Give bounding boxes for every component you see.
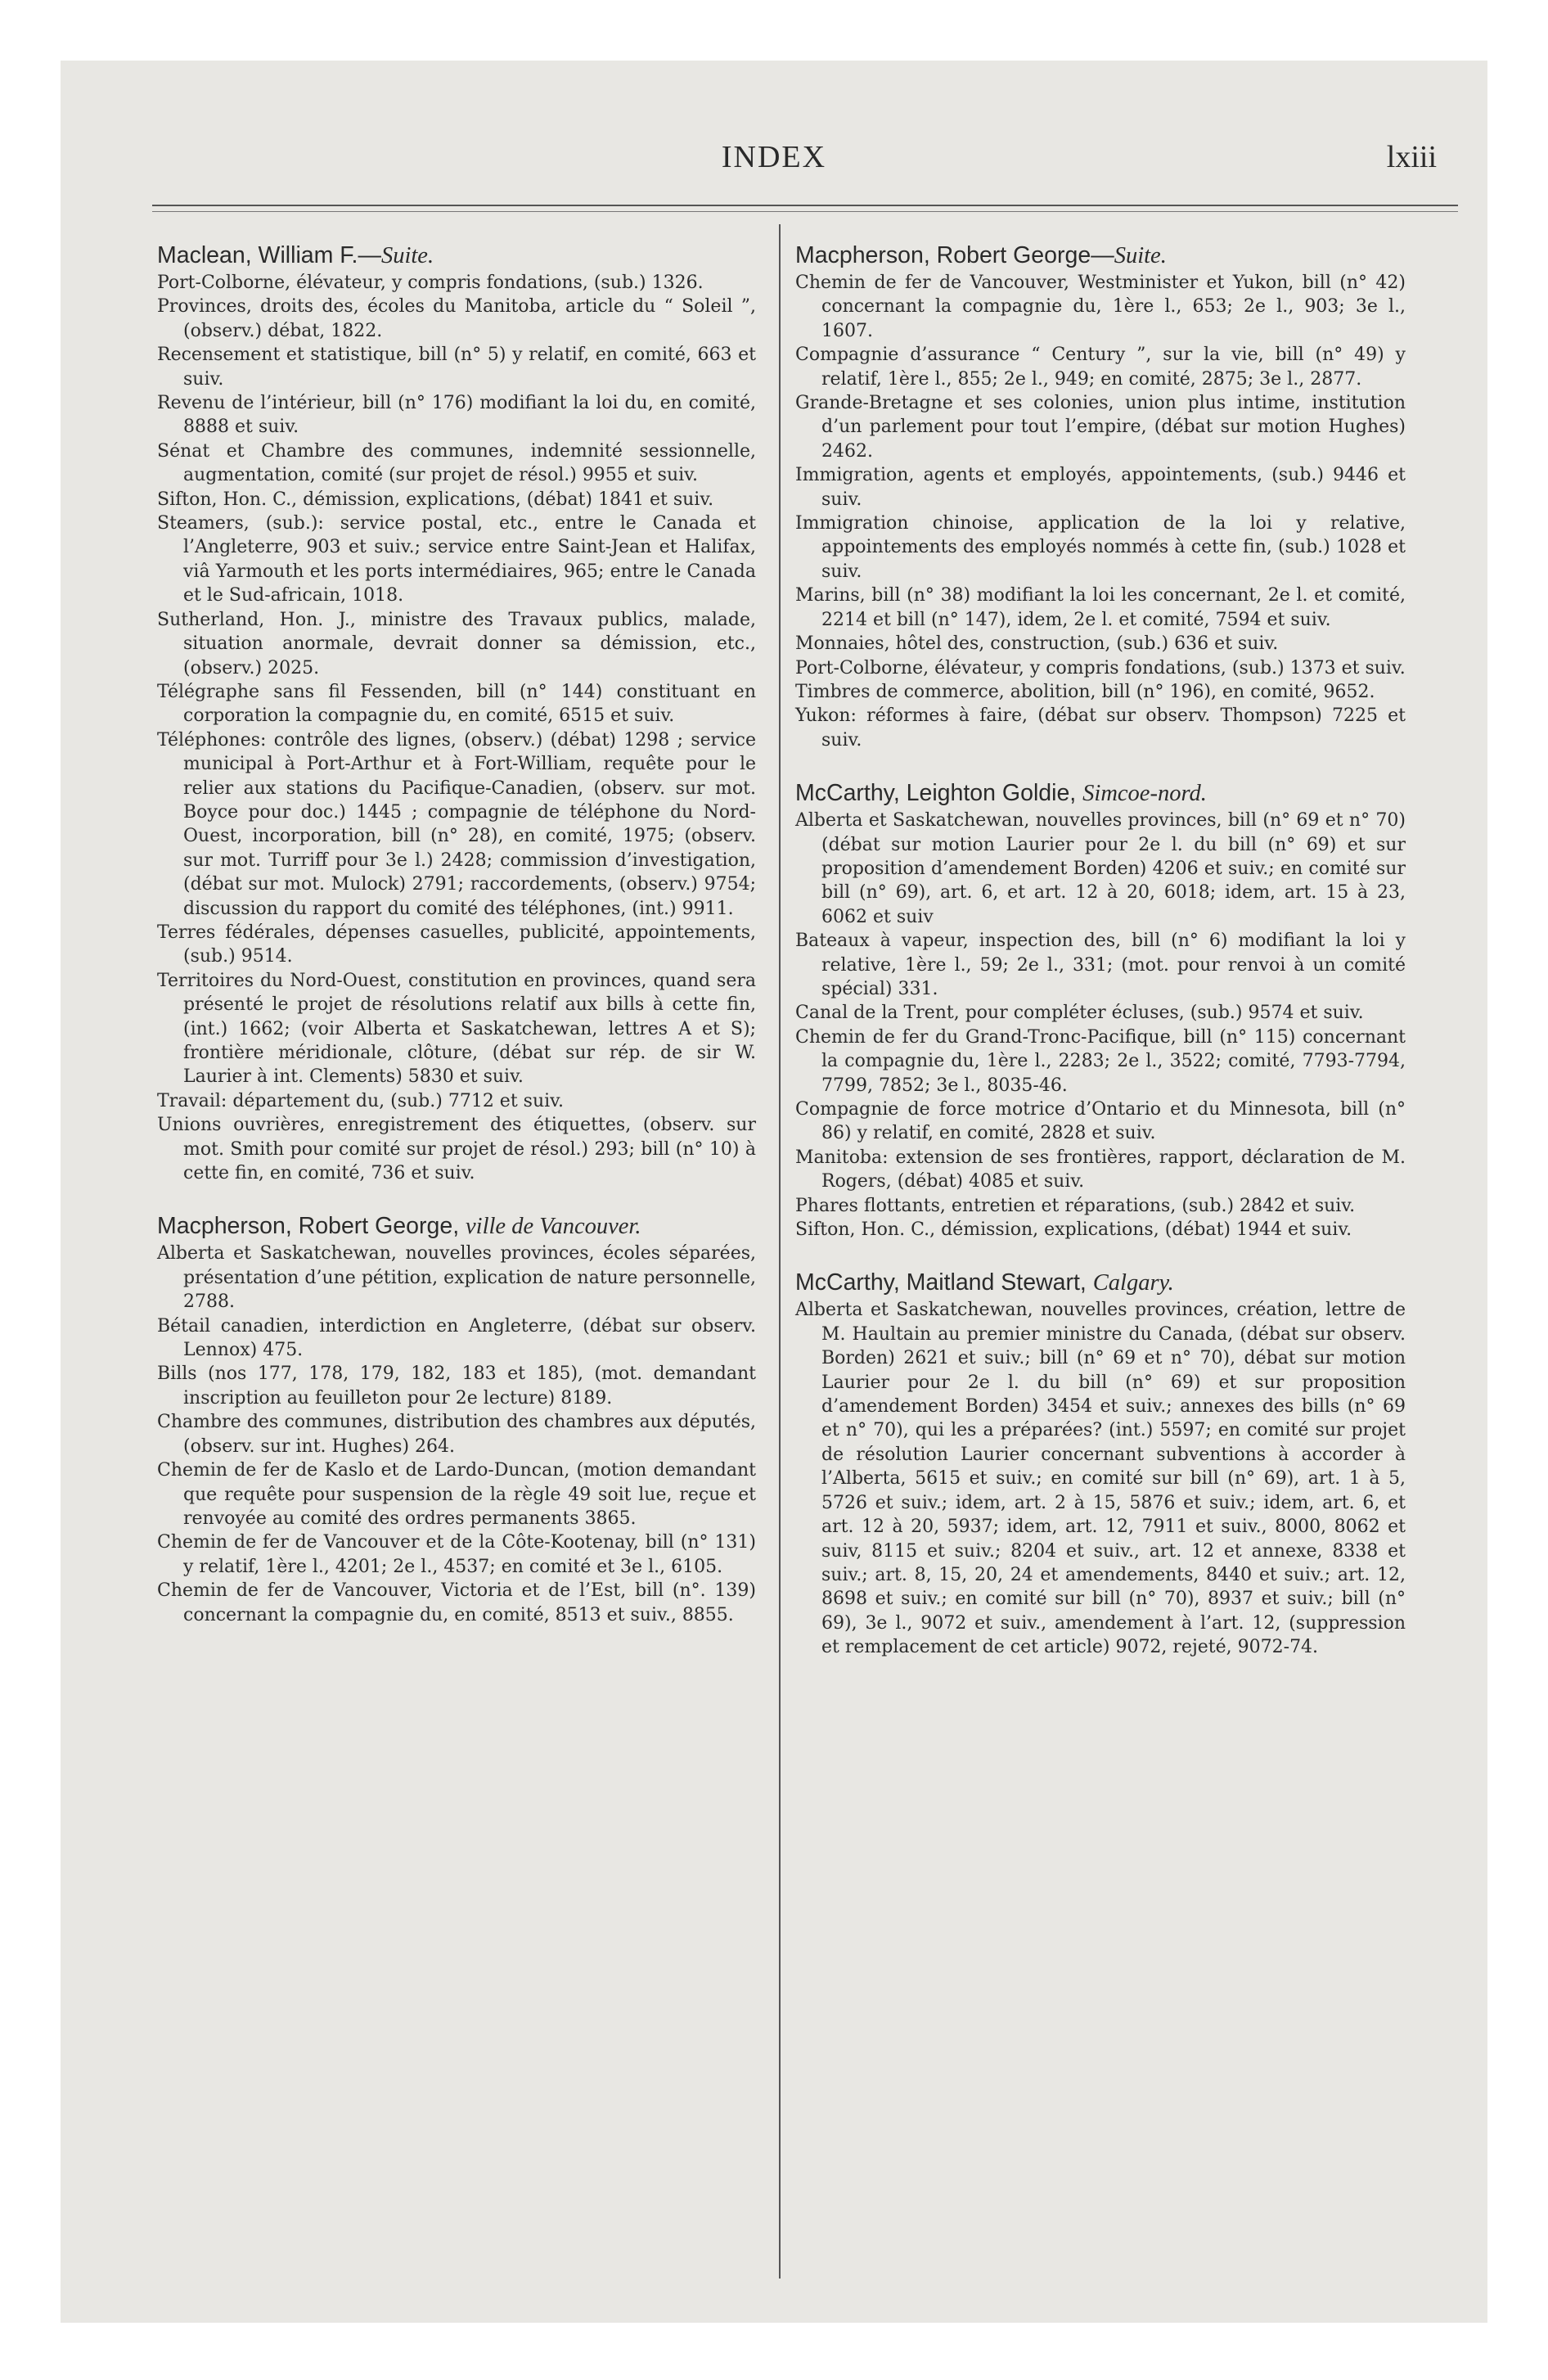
page-title: INDEX bbox=[721, 140, 827, 174]
index-entry: Immigration chinoise, application de la loi y relative, appointements des employés nommés à cette fin, (sub.) 1028 et suiv. bbox=[795, 513, 1406, 582]
index-block bbox=[157, 242, 756, 1185]
index-entry: Bétail canadien, interdiction en Angleterre, (débat sur observ. Lennox) 475. bbox=[157, 1315, 756, 1361]
member-heading bbox=[157, 1213, 756, 1240]
index-entry: Chemin de fer de Vancouver et de la Côte-Kootenay, bill (n° 131) y relatif, 1ère l., 4201; 2e l., 4537; en comité et 3e l., 6105. bbox=[157, 1532, 756, 1577]
index-entry: Alberta et Saskatchewan, nouvelles provinces, écoles séparées, présentation d’une pétition, explication de nature personnelle, 2788. bbox=[157, 1243, 756, 1313]
index-entry: Port-Colborne, élévateur, y compris fondations, (sub.) 1326. bbox=[157, 273, 704, 293]
member-name: McCarthy, Leighton Goldie, bbox=[795, 780, 1083, 807]
member-heading bbox=[795, 1269, 1406, 1296]
index-block bbox=[795, 780, 1406, 1242]
index-entry: Steamers, (sub.): service postal, etc., entre le Canada et l’Angleterre, 903 et suiv.; service entre Saint-Jean et Halifax, viâ Yarmouth et les ports intermédiaires, 965; entre le Canada et le Sud-africain, 1018. bbox=[157, 513, 756, 606]
index-entry: Yukon: réformes à faire, (débat sur observ. Thompson) 7225 et suiv. bbox=[795, 705, 1406, 751]
index-entry: Compagnie de force motrice d’Ontario et du Minnesota, bill (n° 86) y relatif, en comité, 2828 et suiv. bbox=[795, 1099, 1406, 1144]
member-riding: ville de Vancouver. bbox=[466, 1214, 641, 1240]
index-entry: Sutherland, Hon. J., ministre des Travaux publics, malade, situation anormale, devrait donner sa démission, etc., (observ.) 2025. bbox=[157, 609, 756, 678]
page-header bbox=[61, 139, 1487, 188]
index-entry: Manitoba: extension de ses frontières, rapport, déclaration de M. Rogers, (débat) 4085 et suiv. bbox=[795, 1147, 1406, 1192]
index-entry: Chemin de fer de Vancouver, Victoria et de l’Est, bill (n°. 139) concernant la compagnie du, en comité, 8513 et suiv., 8855. bbox=[157, 1580, 756, 1625]
index-entry: Alberta et Saskatchewan, nouvelles provinces, bill (n° 69 et n° 70) (débat sur motion Laurier pour 2e l. du bill (n° 69) et sur proposition d’amendement Borden) 4206 et suiv.; en comité sur bill (n° 69), art. 6, et art. 12 à 20, 6018; idem, art. 15 à 23, 6062 et suiv bbox=[795, 810, 1406, 927]
index-block bbox=[795, 242, 1406, 752]
index-entry: Marins, bill (n° 38) modifiant la loi les concernant, 2e l. et comité, 2214 et bill (n° 147), idem, 2e l. et comité, 7594 et suiv. bbox=[795, 585, 1406, 630]
member-heading bbox=[795, 242, 1406, 269]
member-riding: Simcoe-nord. bbox=[1082, 781, 1207, 807]
member-name: Macpherson, Robert George, bbox=[157, 1213, 466, 1240]
index-entry: Monnaies, hôtel des, construction, (sub.) 636 et suiv. bbox=[795, 633, 1279, 655]
index-entry: Sifton, Hon. C., démission, explications, (débat) 1944 et suiv. bbox=[795, 1219, 1352, 1241]
index-entry: Compagnie d’assurance “ Century ”, sur la vie, bill (n° 49) y relatif, 1ère l., 855; 2e l., 949; en comité, 2875; 3e l., 2877. bbox=[795, 345, 1406, 390]
index-entry: Provinces, droits des, écoles du Manitoba, article du “ Soleil ”, (observ.) débat, 1822. bbox=[157, 296, 756, 341]
right-column bbox=[795, 242, 1406, 1688]
header-rule-thin bbox=[152, 211, 1458, 212]
index-entry: Revenu de l’intérieur, bill (n° 176) modifiant la loi du, en comité, 8888 et suiv. bbox=[157, 393, 756, 438]
index-entry: Travail: département du, (sub.) 7712 et suiv. bbox=[157, 1090, 564, 1111]
index-entry: Sénat et Chambre des communes, indemnité sessionnelle, augmentation, comité (sur projet de résol.) 9955 et suiv. bbox=[157, 440, 756, 486]
index-entry: Chemin de fer du Grand-Tronc-Pacifique, bill (n° 115) concernant la compagnie du, 1ère l., 2283; 2e l., 3522; comité, 7793-7794, 7799, 7852; 3e l., 8035-46. bbox=[795, 1026, 1406, 1096]
index-entry: Chemin de fer de Vancouver, Westminister et Yukon, bill (n° 42) concernant la compagnie du, 1ère l., 653; 2e l., 903; 3e l., 1607. bbox=[795, 273, 1406, 341]
member-name: Macpherson, Robert George— bbox=[795, 242, 1114, 268]
index-entry: Timbres de commerce, abolition, bill (n° 196), en comité, 9652. bbox=[795, 681, 1375, 702]
index-entry: Bateaux à vapeur, inspection des, bill (n° 6) modifiant la loi y relative, 1ère l., 59; 2e l., 331; (mot. pour renvoi à un comité spécial) 331. bbox=[795, 931, 1406, 999]
member-riding: Calgary. bbox=[1092, 1270, 1174, 1296]
column-divider bbox=[779, 224, 781, 2279]
index-entry: Recensement et statistique, bill (n° 5) y relatif, en comité, 663 et suiv. bbox=[157, 345, 756, 390]
left-column bbox=[157, 242, 756, 1655]
document-page bbox=[61, 61, 1487, 2323]
index-entry: Canal de la Trent, pour compléter écluses, (sub.) 9574 et suiv. bbox=[795, 1003, 1364, 1024]
index-entry: Sifton, Hon. C., démission, explications, (débat) 1841 et suiv. bbox=[157, 489, 714, 510]
member-riding: Suite. bbox=[380, 243, 434, 268]
index-entry: Port-Colborne, élévateur, y compris fondations, (sub.) 1373 et suiv. bbox=[795, 657, 1406, 678]
member-heading bbox=[157, 242, 756, 269]
index-entry: Télégraphe sans fil Fessenden, bill (n° 144) constituant en corporation la compagnie du, en comité, 6515 et suiv. bbox=[157, 681, 756, 727]
index-entry: Terres fédérales, dépenses casuelles, publicité, appointements, (sub.) 9514. bbox=[157, 922, 756, 967]
member-name: McCarthy, Maitland Stewart, bbox=[795, 1269, 1093, 1296]
index-entry: Chambre des communes, distribution des chambres aux députés, (observ. sur int. Hughes) 264. bbox=[157, 1412, 756, 1457]
page-number: lxiii bbox=[1386, 140, 1437, 174]
index-block bbox=[157, 1213, 756, 1627]
index-entry: Grande-Bretagne et ses colonies, union plus intime, institution d’un parlement pour tout l’empire, (débat sur motion Hughes) 2462. bbox=[795, 393, 1406, 462]
member-heading bbox=[795, 780, 1406, 807]
index-entry: Téléphones: contrôle des lignes, (observ.) (débat) 1298 ; service municipal à Port-Arthur et à Fort-William, requête pour le relier aux stations du Pacifique-Canadien, (observ. sur mot. Boyce pour doc.) 1445 ; compagnie de téléphone du Nord-Ouest, incorporation, bill (n° 28), en comité, 1975; (observ. sur mot. Turriff pour 3e l.) 2428; commission d’investigation, (débat sur mot. Mulock) 2791; raccordements, (observ.) 9754; discussion du rapport du comité des téléphones, (int.) 9911. bbox=[157, 729, 756, 919]
index-entry: Immigration, agents et employés, appointements, (sub.) 9446 et suiv. bbox=[795, 465, 1406, 510]
index-block bbox=[795, 1269, 1406, 1659]
index-entry: Bills (nos 177, 178, 179, 182, 183 et 185), (mot. demandant inscription au feuilleton pour 2e lecture) 8189. bbox=[157, 1364, 756, 1409]
index-entry: Territoires du Nord-Ouest, constitution en provinces, quand sera présenté le projet de résolutions relatif aux bills à cette fin, (int.) 1662; (voir Alberta et Saskatchewan, lettres A et S); frontière méridionale, clôture, (débat sur rép. de sir W. Laurier à int. Clements) 5830 et suiv. bbox=[157, 970, 756, 1088]
header-rule bbox=[152, 205, 1458, 206]
index-entry: Chemin de fer de Kaslo et de Lardo-Duncan, (motion demandant que requête pour suspension de la règle 49 soit lue, reçue et renvoyée au comité des ordres permanents 3865. bbox=[157, 1460, 756, 1529]
index-entry: Phares flottants, entretien et réparations, (sub.) 2842 et suiv. bbox=[795, 1195, 1356, 1216]
index-entry: Alberta et Saskatchewan, nouvelles provinces, création, lettre de M. Haultain au premier ministre du Canada, (débat sur observ. Borden) 2621 et suiv.; bill (n° 69 et n° 70), débat sur motion Laurier pour 2e l. du bill (n° 69) et sur proposition d’amendement Borden) 3454 et suiv.; annexes des bills (n° 69 et n° 70), qui les a préparées? (int.) 5597; en comité sur projet de résolution Laurier concernant subventions à accorder à l’Alberta, 5615 et suiv.; en comité sur bill (n° 69), art. 1 à 5, 5726 et suiv.; idem, art. 2 à 15, 5876 et suiv.; idem, art. 6, et art. 12 à 20, 5937; idem, art. 12, 7911 et suiv., 8000, 8062 et suiv, 8115 et suiv.; 8204 et suiv., art. 12 et annexe, 8338 et suiv.; art. 8, 15, 20, 24 et amendements, 8440 et suiv.; art. 12, 8698 et suiv.; en comité sur bill (n° 70), 8937 et suiv.; bill (n° 69), 3e l., 9072 et suiv., amendement à l’art. 12, (suppression et remplacement de cet article) 9072, rejeté, 9072-74. bbox=[795, 1300, 1406, 1658]
member-riding: Suite. bbox=[1114, 243, 1167, 268]
index-entry: Unions ouvrières, enregistrement des étiquettes, (observ. sur mot. Smith pour comité sur projet de résol.) 293; bill (n° 10) à cette fin, en comité, 736 et suiv. bbox=[157, 1115, 756, 1184]
member-name: Maclean, William F.— bbox=[157, 242, 381, 268]
